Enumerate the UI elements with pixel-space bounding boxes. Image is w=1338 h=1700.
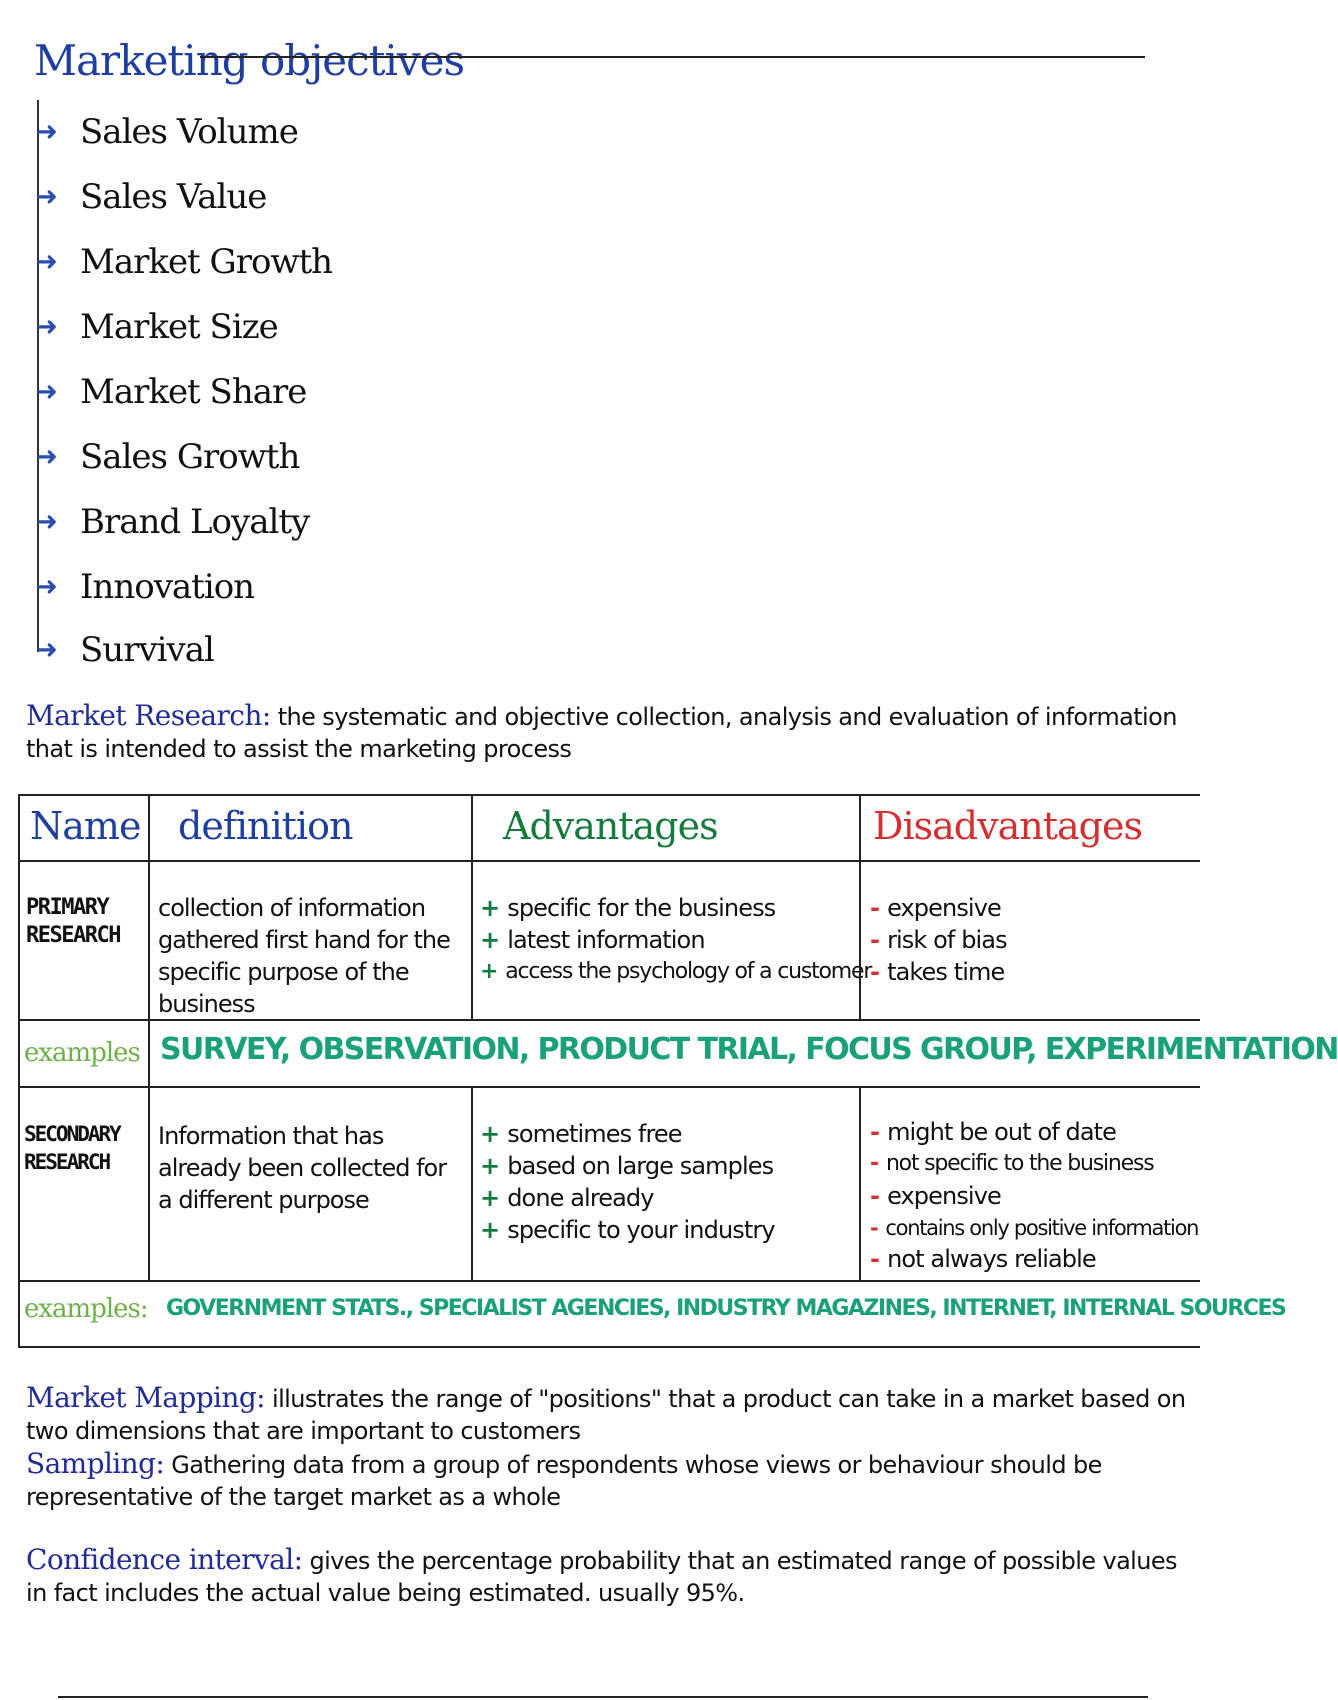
- objective-label: Market Growth: [80, 242, 333, 282]
- objective-item: [36, 175, 266, 219]
- plus-icon: +: [480, 1184, 500, 1212]
- table-rule: [471, 1086, 473, 1281]
- sampling-definition: [26, 1448, 1200, 1513]
- disadvantage-text: not specific to the business: [885, 1151, 1154, 1176]
- minus-icon: -: [870, 926, 880, 954]
- advantage-item: [480, 1182, 856, 1214]
- plus-icon: +: [480, 894, 500, 922]
- disadvantage-item: [870, 1116, 1200, 1148]
- arrow-right-icon: ➜: [36, 507, 58, 537]
- page-title: Marketing objectives: [34, 36, 465, 85]
- title-underline: [200, 56, 1145, 58]
- advantage-text: sometimes free: [507, 1120, 682, 1148]
- advantage-text: done already: [507, 1184, 654, 1212]
- objective-label: Market Share: [80, 372, 307, 412]
- primary-advantages: [480, 892, 872, 988]
- arrow-right-icon: ➜: [36, 377, 58, 407]
- primary-research-definition: collection of information gathered first hand for the specific purpose of the business: [158, 894, 450, 1018]
- secondary-research-definition: Information that has already been collected for a different purpose: [158, 1122, 447, 1214]
- table-rule: [18, 1346, 1200, 1348]
- disadvantage-item: [870, 1148, 1200, 1180]
- secondary-disadvantages: [870, 1116, 1200, 1278]
- disadvantage-item: [870, 1212, 1200, 1244]
- market-mapping-term: Market Mapping:: [26, 1381, 265, 1414]
- arrow-right-icon: ➜: [36, 182, 58, 212]
- objective-item: [36, 370, 306, 414]
- objective-item: [36, 500, 309, 544]
- advantage-item: [480, 892, 856, 924]
- minus-icon: -: [870, 1151, 878, 1176]
- objective-label: Market Size: [80, 307, 278, 347]
- table-rule: [471, 794, 473, 1020]
- plus-icon: +: [480, 1216, 500, 1244]
- disadvantage-text: risk of bias: [887, 926, 1007, 954]
- secondary-research-name: [24, 1120, 150, 1176]
- advantage-text: based on large samples: [507, 1152, 774, 1180]
- disadvantage-item: [870, 924, 1200, 956]
- table-rule: [148, 1019, 150, 1087]
- primary-examples-text: SURVEY, OBSERVATION, PRODUCT TRIAL, FOCUS GROUP, EXPERIMENTATION: [160, 1032, 1338, 1067]
- market-mapping-definition: [26, 1382, 1200, 1447]
- arrow-right-icon: ➜: [36, 442, 58, 472]
- arrow-right-icon: ➜: [36, 117, 58, 147]
- advantage-item: [480, 956, 872, 988]
- disadvantage-text: expensive: [887, 1182, 1001, 1210]
- disadvantage-item: [870, 1180, 1200, 1212]
- secondary-examples-text: GOVERNMENT STATS., SPECIALIST AGENCIES, INDUSTRY MAGAZINES, INTERNET, INTERNAL SOURCES: [166, 1296, 1286, 1321]
- header-disadvantages: Disadvantages: [873, 804, 1142, 848]
- objective-item: [36, 110, 298, 154]
- objective-label: Innovation: [80, 567, 255, 607]
- primary-disadvantages: [870, 892, 1200, 988]
- sampling-text: Gathering data from a group of respondents whose views or behaviour should be representative of the target market as a whole: [26, 1451, 1102, 1511]
- disadvantage-text: contains only positive information: [885, 1216, 1199, 1240]
- advantage-text: specific for the business: [507, 894, 776, 922]
- disadvantage-item: [870, 1244, 1200, 1274]
- header-definition: definition: [178, 804, 353, 848]
- advantage-item: [480, 924, 856, 956]
- arrow-right-icon: ➜: [36, 635, 58, 665]
- disadvantage-text: takes time: [887, 958, 1005, 986]
- objective-item: [36, 565, 254, 609]
- objective-label: Brand Loyalty: [80, 502, 310, 542]
- plus-icon: +: [480, 1152, 500, 1180]
- advantage-text: latest information: [507, 926, 705, 954]
- disadvantage-item: [870, 892, 1200, 924]
- minus-icon: -: [870, 1118, 880, 1146]
- objective-label: Sales Volume: [80, 112, 298, 152]
- disadvantage-text: might be out of date: [887, 1118, 1117, 1146]
- confidence-interval-definition: [26, 1544, 1200, 1609]
- objective-label: Sales Value: [80, 177, 267, 217]
- table-rule: [859, 794, 861, 1020]
- arrow-right-icon: ➜: [36, 312, 58, 342]
- minus-icon: -: [870, 894, 880, 922]
- market-research-definition: [26, 700, 1200, 765]
- minus-icon: -: [870, 1216, 878, 1240]
- disadvantage-text: expensive: [887, 894, 1001, 922]
- advantage-item: [480, 1150, 856, 1182]
- objective-label: Survival: [80, 630, 214, 670]
- advantage-text: specific to your industry: [507, 1216, 775, 1244]
- minus-icon: -: [870, 1245, 880, 1273]
- secondary-examples-label: examples:: [24, 1294, 148, 1324]
- arrow-right-icon: ➜: [36, 572, 58, 602]
- objective-item: [36, 435, 299, 479]
- arrow-right-icon: ➜: [36, 247, 58, 277]
- minus-icon: -: [870, 958, 880, 986]
- research-comparison-table: [18, 794, 1338, 1348]
- table-rule: [18, 794, 1200, 796]
- sampling-term: Sampling:: [26, 1447, 165, 1480]
- advantage-item: [480, 1214, 856, 1246]
- table-rule: [18, 1280, 1200, 1282]
- market-mapping-text: illustrates the range of "positions" that a product can take in a market based on two dimensions that are important to customers: [26, 1385, 1186, 1445]
- objective-item: [36, 240, 332, 284]
- confidence-interval-term: Confidence interval:: [26, 1543, 303, 1576]
- primary-examples-label: examples: [24, 1038, 140, 1068]
- table-rule: [148, 1086, 150, 1281]
- objective-item: [36, 305, 278, 349]
- header-advantages: Advantages: [503, 804, 718, 848]
- disadvantage-text: not always reliable: [887, 1245, 1096, 1273]
- plus-icon: +: [480, 959, 498, 984]
- primary-research-name: [26, 894, 150, 950]
- objective-label: Sales Growth: [80, 437, 300, 477]
- minus-icon: -: [870, 1182, 880, 1210]
- disadvantage-item: [870, 956, 1200, 988]
- market-research-text: the systematic and objective collection, analysis and evaluation of information that is intended to assist the marketing process: [26, 703, 1177, 763]
- secondary-advantages: [480, 1118, 856, 1246]
- table-rule: [18, 860, 1200, 862]
- plus-icon: +: [480, 926, 500, 954]
- primary-name-line: PRIMARY: [26, 895, 109, 920]
- secondary-name-line: RESEARCH: [24, 1150, 110, 1174]
- objective-item: [36, 628, 214, 672]
- market-research-term: Market Research:: [26, 699, 271, 732]
- plus-icon: +: [480, 1120, 500, 1148]
- secondary-name-line: SECONDARY: [24, 1122, 120, 1146]
- table-rule: [18, 1086, 1200, 1088]
- confidence-interval-text: gives the percentage probability that an estimated range of possible values in fact includes the actual value being estimated. usually 95%.: [26, 1547, 1177, 1607]
- table-rule: [859, 1086, 861, 1281]
- advantage-item: [480, 1118, 856, 1150]
- advantage-text: access the psychology of a customer: [505, 959, 872, 984]
- table-rule: [18, 794, 20, 1346]
- primary-name-line: RESEARCH: [26, 923, 120, 948]
- bottom-rule: [58, 1696, 1148, 1698]
- header-name: Name: [30, 804, 141, 848]
